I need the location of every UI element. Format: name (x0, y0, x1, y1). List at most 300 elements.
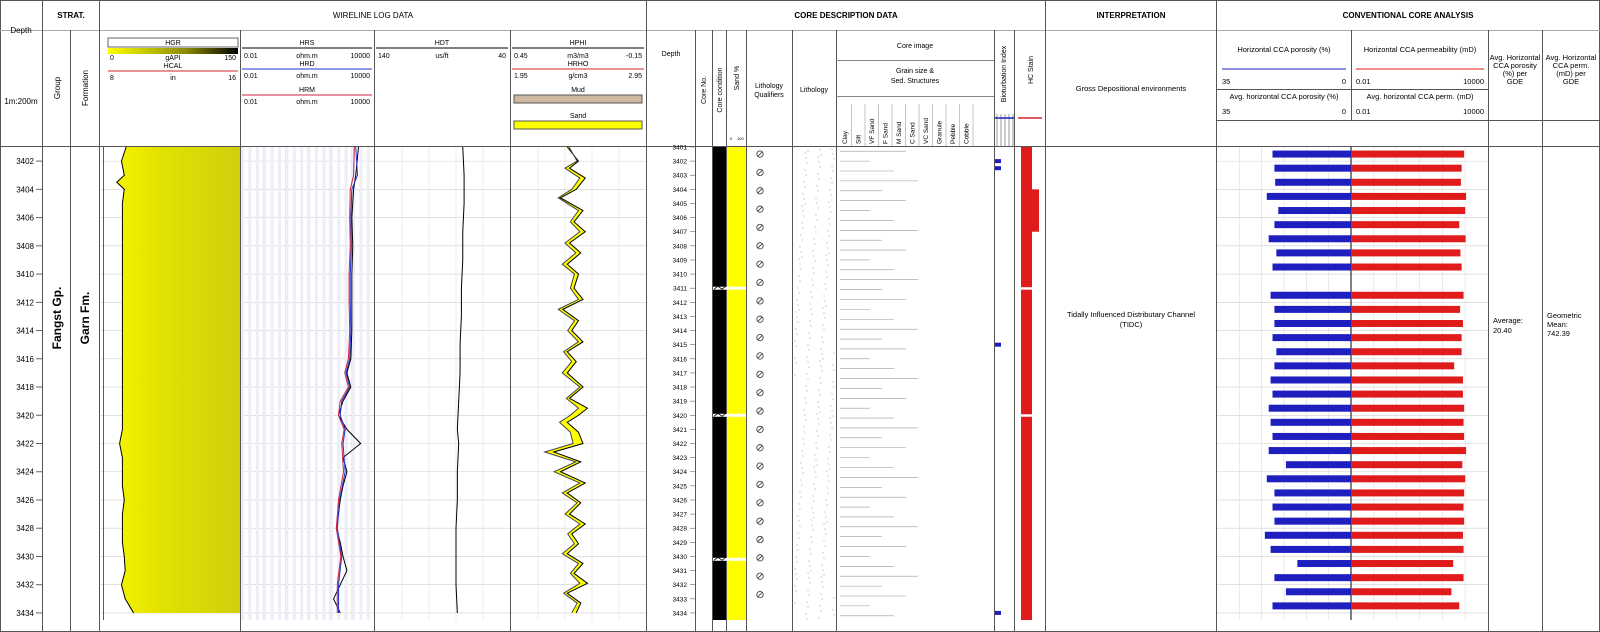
porosity-bar (1274, 306, 1351, 313)
cca-averages (1493, 311, 1582, 338)
lithology-dot (829, 253, 830, 254)
svg-text:Avg. horizontal CCA perm. (mD): Avg. horizontal CCA perm. (mD) (1366, 92, 1474, 101)
lithology-dot (810, 583, 811, 584)
hc-stain-gap (1021, 287, 1032, 290)
permeability-bar (1351, 504, 1464, 511)
lithology-dot (818, 419, 819, 420)
lith-qual-header-1: Lithology (754, 83, 784, 90)
lithology-qualifier-symbol (758, 427, 762, 431)
lithology-dot (811, 326, 812, 327)
lithology-dot (797, 317, 798, 318)
lithology-dot (828, 476, 829, 477)
resistivity-band (322, 147, 325, 620)
lithology-qualifier-symbol (758, 409, 762, 413)
lithology-dot (822, 582, 823, 583)
lithology-dot (814, 518, 815, 519)
lithology-dot (826, 255, 827, 256)
svg-text:35: 35 (1222, 107, 1231, 116)
svg-text:HPHI: HPHI (569, 40, 587, 47)
resistivity-band (308, 147, 311, 620)
porosity-bar (1278, 207, 1351, 214)
lithology-dot (804, 427, 805, 428)
lithology-dot (814, 256, 815, 257)
lithology-dot (801, 463, 802, 464)
lithology-qualifier-symbol (758, 152, 762, 156)
core-depth-label: 3415 (672, 342, 687, 350)
svg-text:ohm.m: ohm.m (296, 73, 318, 80)
lithology-dot (833, 416, 834, 417)
lithology-dot (820, 150, 821, 151)
lithology-dot (821, 594, 822, 595)
permeability-bar (1351, 433, 1464, 440)
lithology-dot (803, 211, 804, 212)
depth-label: 3430 (16, 552, 34, 562)
core-depth-label: 3412 (672, 299, 687, 307)
lithology-dot (807, 163, 808, 164)
lithology-dot (817, 414, 818, 415)
svg-text:GDE: GDE (1506, 77, 1524, 86)
lithology-dot (802, 485, 803, 486)
lithology-dot (830, 207, 831, 208)
lithology-dot (799, 504, 800, 505)
depth-label: 3410 (16, 270, 34, 280)
lithology-dot (827, 471, 828, 472)
lithology-dot (821, 366, 822, 367)
porosity-header (512, 40, 644, 129)
grain-class-labels (842, 104, 973, 146)
lithology-dot (808, 590, 809, 591)
svg-text:Avg. Horizontal: Avg. Horizontal (1489, 53, 1541, 62)
lithology-dot (803, 473, 804, 474)
lithology-dot (824, 524, 825, 525)
lithology-dot (796, 591, 797, 592)
lithology-dot (805, 432, 806, 433)
lithology-dot (810, 549, 811, 550)
scale-header: 1m:200m (4, 97, 38, 106)
geomean-value: 742.39 (1547, 329, 1570, 338)
resistivity-band (367, 147, 370, 620)
lithology-dot (795, 358, 796, 359)
grain-class-label: F Sand (882, 123, 890, 144)
svg-text:10000: 10000 (350, 53, 370, 60)
svg-text:us/ft: us/ft (435, 53, 449, 60)
lithology-dot (819, 390, 820, 391)
permeability-bar (1351, 489, 1464, 496)
lithology-dot (802, 206, 803, 207)
porosity-bar (1274, 165, 1351, 172)
grain-class-label: M Sand (896, 121, 903, 144)
lithology-dot (799, 259, 800, 260)
depth-header: Depth (10, 26, 32, 35)
lithology-dot (815, 261, 816, 262)
lithology-dot (808, 151, 809, 152)
lithology-dot (814, 484, 815, 485)
lithology-dot (799, 293, 800, 294)
lithology-dot (831, 178, 832, 179)
lithology-qualifier-symbol (758, 390, 762, 394)
lithology-qualifier-symbol (758, 317, 762, 321)
lithology-dot (826, 517, 827, 518)
lithology-dot (831, 440, 832, 441)
lithology-dot (830, 469, 831, 470)
lithology-dot (827, 505, 828, 506)
porosity-bar (1274, 574, 1351, 581)
lithology-dot (813, 496, 814, 497)
lithology-qualifier-symbol (758, 446, 762, 450)
permeability-bar (1351, 348, 1462, 355)
svg-text:Mud: Mud (571, 87, 585, 94)
svg-text:ohm.m: ohm.m (296, 53, 318, 60)
grain-class-label: Pebble (950, 123, 957, 144)
svg-text:-0.15: -0.15 (626, 53, 642, 60)
porosity-bar (1275, 179, 1351, 186)
lithology-qualifier-symbol (758, 574, 762, 578)
lithology-dot (800, 526, 801, 527)
lithology-dot (824, 558, 825, 559)
permeability-bar (1351, 447, 1466, 454)
svg-text:Sand: Sand (569, 113, 587, 120)
lithology-dot (804, 444, 805, 445)
lithology-dot (799, 538, 800, 539)
lithology-dot (798, 322, 799, 323)
lithology-dot (810, 304, 811, 305)
lithology-dot (802, 468, 803, 469)
core-depth-label: 3432 (672, 582, 687, 590)
lithology-dot (802, 451, 803, 452)
lithology-dot (806, 386, 807, 387)
lithology-dot (831, 195, 832, 196)
lithology-dot (797, 579, 798, 580)
bioturbation-mark (995, 611, 1001, 615)
lithology-dot (804, 216, 805, 217)
svg-text:CCA perm.: CCA perm. (1552, 61, 1590, 70)
lithology-dot (822, 337, 823, 338)
lithology-dot (795, 569, 796, 570)
lithology-dot (812, 525, 813, 526)
lithology-dot (814, 501, 815, 502)
permeability-bar (1351, 207, 1465, 214)
lithology-dot (811, 571, 812, 572)
svg-text:HRHO: HRHO (567, 61, 589, 68)
porosity-bar (1273, 391, 1351, 398)
formation-header: Formation (81, 69, 90, 107)
lithology-dot (817, 431, 818, 432)
lithology-dot (809, 595, 810, 596)
lithology-dot (797, 545, 798, 546)
lithology-dot (795, 375, 796, 376)
lithology-dot (805, 204, 806, 205)
lithology-dot (825, 546, 826, 547)
lithology-qualifier-symbol (758, 189, 762, 193)
core-depth-label: 3404 (672, 186, 687, 194)
lithology-dot (829, 202, 830, 203)
lithology-dot (834, 598, 835, 599)
svg-text:Horizontal CCA permeability (m: Horizontal CCA permeability (mD) (1363, 45, 1477, 54)
lithology-dot (827, 488, 828, 489)
svg-text:HGR: HGR (165, 40, 181, 47)
permeability-bar (1351, 391, 1463, 398)
core-depth-label: 3417 (672, 370, 687, 378)
porosity-bar (1274, 518, 1351, 525)
resistivity-band (300, 147, 303, 620)
lithology-dot (827, 243, 828, 244)
svg-text:(TIDC): (TIDC) (1119, 320, 1143, 329)
lithology-dot (798, 533, 799, 534)
porosity-bar (1269, 405, 1351, 412)
porosity-bar (1273, 151, 1351, 158)
core-depth-label: 3408 (672, 243, 687, 251)
lithology-dot (828, 231, 829, 232)
core-depth-label: 3429 (672, 539, 687, 547)
bioturbation-scale (995, 114, 1042, 146)
core-depth-label: 3420 (672, 412, 687, 420)
hc-stain-gap (1021, 414, 1032, 417)
lithology-qualifier-symbol (758, 280, 762, 284)
lithology-dot (815, 472, 816, 473)
sand-pct-column (727, 147, 746, 620)
svg-text:150: 150 (224, 55, 236, 62)
lithology-dot (805, 398, 806, 399)
lithology-dot (796, 329, 797, 330)
core-depth-label: 3434 (672, 610, 687, 618)
lithology-dot (801, 497, 802, 498)
permeability-bar (1351, 165, 1462, 172)
bioturbation-header: Bioturbation Index (1001, 45, 1008, 103)
lithology-dot (830, 435, 831, 436)
lithology-dot (830, 190, 831, 191)
lithology-dot (802, 257, 803, 258)
permeability-bar (1351, 235, 1466, 242)
sand-crossover-fill (545, 147, 588, 613)
lithology-dot (820, 361, 821, 362)
core-condition-header: Core condition (717, 67, 724, 113)
lithology-dot (803, 439, 804, 440)
lithology-dot (800, 264, 801, 265)
lithology-dot (802, 223, 803, 224)
lithology-dot (806, 158, 807, 159)
lithology-dot (799, 310, 800, 311)
core-depth-label: 3413 (672, 313, 687, 321)
interp-title: INTERPRETATION (1096, 11, 1166, 20)
lithology-dot (817, 220, 818, 221)
lithology-dot (826, 306, 827, 307)
permeability-bar (1351, 151, 1464, 158)
svg-text:10000: 10000 (350, 99, 370, 106)
core-depth-label: 3427 (672, 511, 687, 519)
resistivity-band (352, 147, 355, 620)
lithology-dot (831, 212, 832, 213)
wireline-title: WIRELINE LOG DATA (332, 11, 414, 20)
lithology-dot (797, 300, 798, 301)
porosity-bar (1274, 362, 1351, 369)
interp-header (1076, 84, 1187, 93)
lithology-dot (817, 448, 818, 449)
lithology-dot (820, 395, 821, 396)
svg-text:0.01: 0.01 (1356, 107, 1371, 116)
resistivity-header (242, 40, 372, 106)
svg-text:16: 16 (228, 75, 236, 82)
lithology-qualifier-symbol (758, 225, 762, 229)
lithology-dot (833, 610, 834, 611)
resistivity-band (241, 147, 244, 620)
lithology-dot (811, 520, 812, 521)
bioturbation-mark (995, 166, 1001, 170)
lithology-dot (809, 367, 810, 368)
depth-label: 3416 (16, 354, 34, 364)
depth-label: 3418 (16, 383, 34, 393)
porosity-bar (1297, 560, 1351, 567)
core-depth-label: 3431 (672, 568, 687, 576)
lithology-dot (807, 619, 808, 620)
lithology-dot (808, 362, 809, 363)
cca-title: CONVENTIONAL CORE ANALYSIS (1342, 11, 1474, 20)
svg-text:10000: 10000 (1463, 107, 1484, 116)
lithology-dot (807, 391, 808, 392)
depth-label: 3406 (16, 213, 34, 223)
lithology-dot (803, 228, 804, 229)
lithology-dot (833, 382, 834, 383)
resistivity-band (278, 147, 281, 620)
core-depth-label: 3419 (672, 398, 687, 406)
lithology-dot (807, 357, 808, 358)
lithology-dot (830, 224, 831, 225)
lithology-dot (823, 325, 824, 326)
lithology-dot (829, 464, 830, 465)
depth-label: 3404 (16, 185, 34, 195)
svg-text:(%) per: (%) per (1502, 69, 1528, 78)
core-image-header: Core image (896, 43, 934, 50)
lithology-dot (817, 465, 818, 466)
svg-text:Horizontal CCA porosity (%): Horizontal CCA porosity (%) (1237, 45, 1331, 54)
lithology-dot (810, 566, 811, 567)
lithology-dot (802, 240, 803, 241)
lithology-dot (813, 268, 814, 269)
lithology-dot (832, 411, 833, 412)
svg-text:0.45: 0.45 (514, 53, 528, 60)
lithology-dot (820, 167, 821, 168)
lithology-dot (823, 308, 824, 309)
lithology-dot (819, 618, 820, 619)
depth-label: 3420 (16, 411, 34, 421)
lithology-dot (814, 273, 815, 274)
permeability-bar (1351, 532, 1463, 539)
lithology-dot (818, 157, 819, 158)
lithology-dot (801, 252, 802, 253)
lithology-dot (795, 147, 796, 148)
lithology-dot (832, 149, 833, 150)
lithology-qualifier-symbol (758, 592, 762, 596)
lithology-dot (831, 406, 832, 407)
average-value: 20.40 (1493, 326, 1512, 335)
lithology-dot (818, 191, 819, 192)
core-depth-label: 3403 (672, 172, 687, 180)
svg-text:8: 8 (110, 75, 114, 82)
porosity-bar (1271, 546, 1351, 553)
lithology-dot (818, 174, 819, 175)
resistivity-band (248, 147, 251, 620)
lithology-qualifier-symbol (758, 299, 762, 303)
porosity-bar (1271, 376, 1351, 383)
lithology-qualifier-symbol (758, 244, 762, 248)
svg-text:10000: 10000 (350, 73, 370, 80)
svg-text:GDE: GDE (1562, 77, 1580, 86)
lithology-dot (819, 424, 820, 425)
core-depth-label: 3418 (672, 384, 687, 392)
core-depth-label: 3406 (672, 215, 687, 223)
lithology-dot (824, 541, 825, 542)
lithology-dot (816, 232, 817, 233)
core-depth-label: 3428 (672, 525, 687, 533)
lithology-dot (796, 574, 797, 575)
svg-text:HRS: HRS (299, 40, 315, 47)
lithology-dot (825, 301, 826, 302)
depth-label: 3432 (16, 580, 34, 590)
lithology-dot (826, 272, 827, 273)
lithology-dot (810, 321, 811, 322)
svg-text:0.01: 0.01 (244, 73, 258, 80)
svg-text:(mD) per: (mD) per (1556, 69, 1586, 78)
lithology-dot (824, 575, 825, 576)
lithology-dot (827, 522, 828, 523)
lithology-dot (833, 365, 834, 366)
lithology-dot (832, 200, 833, 201)
lithology-dot (826, 534, 827, 535)
lithology-dot (812, 297, 813, 298)
lithology-dot (805, 187, 806, 188)
lithology-dot (812, 542, 813, 543)
svg-text:CCA porosity: CCA porosity (1493, 61, 1537, 70)
lithology-dot (808, 379, 809, 380)
svg-text:Avg. Horizontal: Avg. Horizontal (1545, 53, 1597, 62)
lithology-dot (821, 349, 822, 350)
lithology-dot (806, 403, 807, 404)
permeability-bar (1351, 461, 1462, 468)
svg-text:m3/m3: m3/m3 (567, 53, 589, 60)
lithology-dot (803, 456, 804, 457)
bioturbation-mark (995, 343, 1001, 347)
permeability-bar (1351, 518, 1464, 525)
lithology-dot (828, 493, 829, 494)
lithology-dot (796, 363, 797, 364)
lithology-dot (816, 460, 817, 461)
core-depth-label: 3402 (672, 158, 687, 166)
lithology-dot (807, 602, 808, 603)
depth-label: 3424 (16, 467, 34, 477)
depth-label: 3422 (16, 439, 34, 449)
lithology-dot (817, 186, 818, 187)
geomean-label: Geometric (1547, 311, 1582, 320)
porosity-bar (1286, 461, 1351, 468)
lithology-dot (817, 203, 818, 204)
lithology-dot (818, 436, 819, 437)
lithology-qualifier-symbol (758, 170, 762, 174)
lithology-dot (808, 607, 809, 608)
lithology-dot (833, 399, 834, 400)
lithology-dot (813, 530, 814, 531)
grain-class-label: C Sand (909, 122, 917, 144)
porosity-bar (1274, 221, 1351, 228)
lithology-dot (822, 565, 823, 566)
lithology-dot (797, 562, 798, 563)
lithology-dot (834, 370, 835, 371)
porosity-bar (1265, 532, 1351, 539)
grain-class-label: VF Sand (869, 118, 876, 144)
svg-text:gAPI: gAPI (165, 55, 181, 62)
lithology-dot (798, 305, 799, 306)
svg-text:g/cm3: g/cm3 (568, 73, 588, 80)
lithology-dot (801, 269, 802, 270)
formation-label: Garn Fm. (78, 291, 92, 345)
